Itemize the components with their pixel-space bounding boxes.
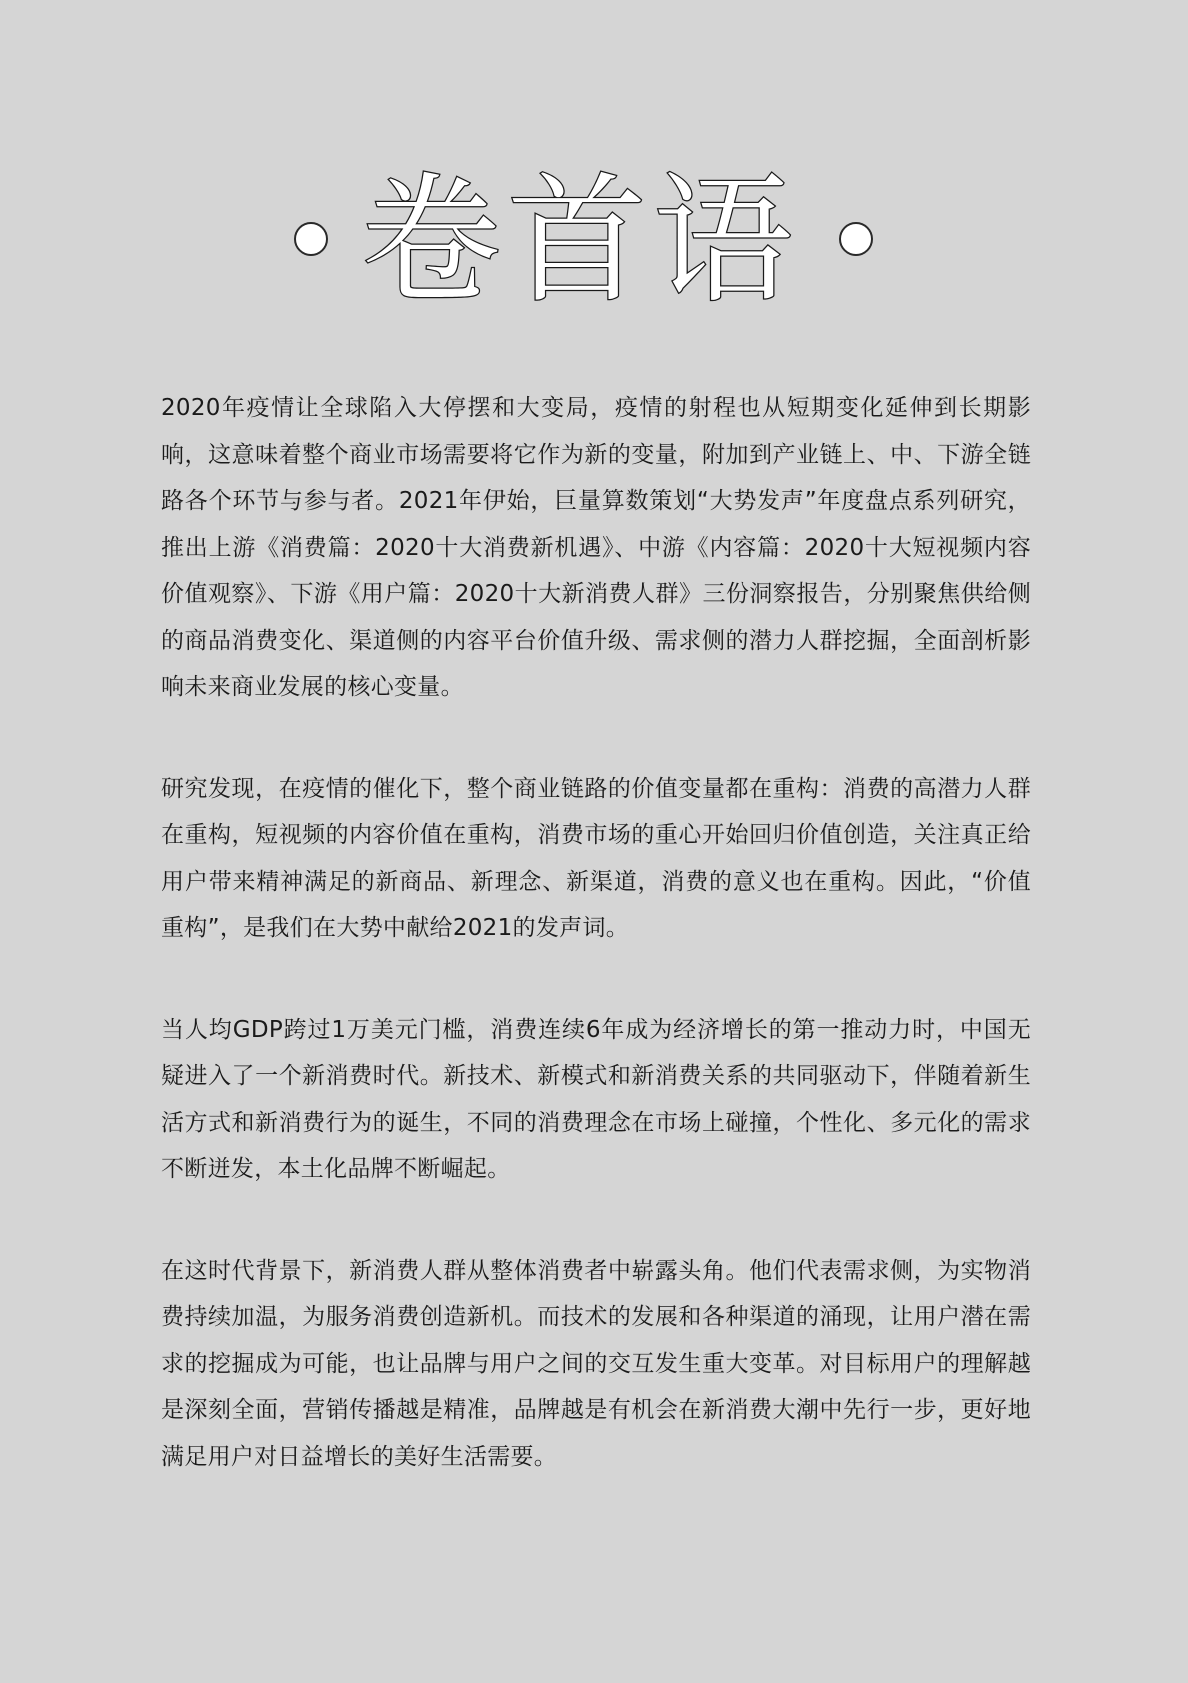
paragraph-1: 2020年疫情让全球陷入大停摆和大变局，疫情的射程也从短期变化延伸到长期影响，这意味着整个商业市场需要将它作为新的变量，附加到产业链上、中、下游全链路各个环节与参与者。2021年伊始，巨量算数策划“大势发声”年度盘点系列研究，推出上游《消费篇：2020十大消费新机遇》、中游《内容篇：2020十大短视频内容价值观察》、下游《用户篇：2020十大新消费人群》三份洞察报告，分别聚焦供给侧的商品消费变化、渠道侧的内容平台价值升级、需求侧的潜力人群挖掘，全面剖析影响未来商业发展的核心变量。: [161, 395, 1031, 700]
body-text: [161, 385, 1031, 1535]
paragraph-2: 研究发现，在疫情的催化下，整个商业链路的价值变量都在重构：消费的高潜力人群在重构，短视频的内容价值在重构，消费市场的重心开始回归价值创造，关注真正给用户带来精神满足的新商品、新理念、新渠道，消费的意义也在重构。因此，“价值重构”，是我们在大势中献给2021的发声词。: [161, 775, 1031, 941]
page-title: 卷首语: [360, 160, 799, 323]
paragraph-4: 在这时代背景下，新消费人群从整体消费者中崭露头角。他们代表需求侧，为实物消费持续加温，为服务消费创造新机。而技术的发展和各种渠道的涌现，让用户潜在需求的挖掘成为可能，也让品牌与用户之间的交互发生重大变革。对目标用户的理解越是深刻全面，营销传播越是精准，品牌越是有机会在新消费大潮中先行一步，更好地满足用户对日益增长的美好生活需要。: [161, 1257, 1031, 1470]
title-dot-right: [839, 222, 873, 256]
title-dot-left: [294, 222, 328, 256]
paragraph-3: 当人均GDP跨过1万美元门槛，消费连续6年成为经济增长的第一推动力时，中国无疑进入了一个新消费时代。新技术、新模式和新消费关系的共同驱动下，伴随着新生活方式和新消费行为的诞生，不同的消费理念在市场上碰撞，个性化、多元化的需求不断迸发，本土化品牌不断崛起。: [161, 1016, 1031, 1182]
